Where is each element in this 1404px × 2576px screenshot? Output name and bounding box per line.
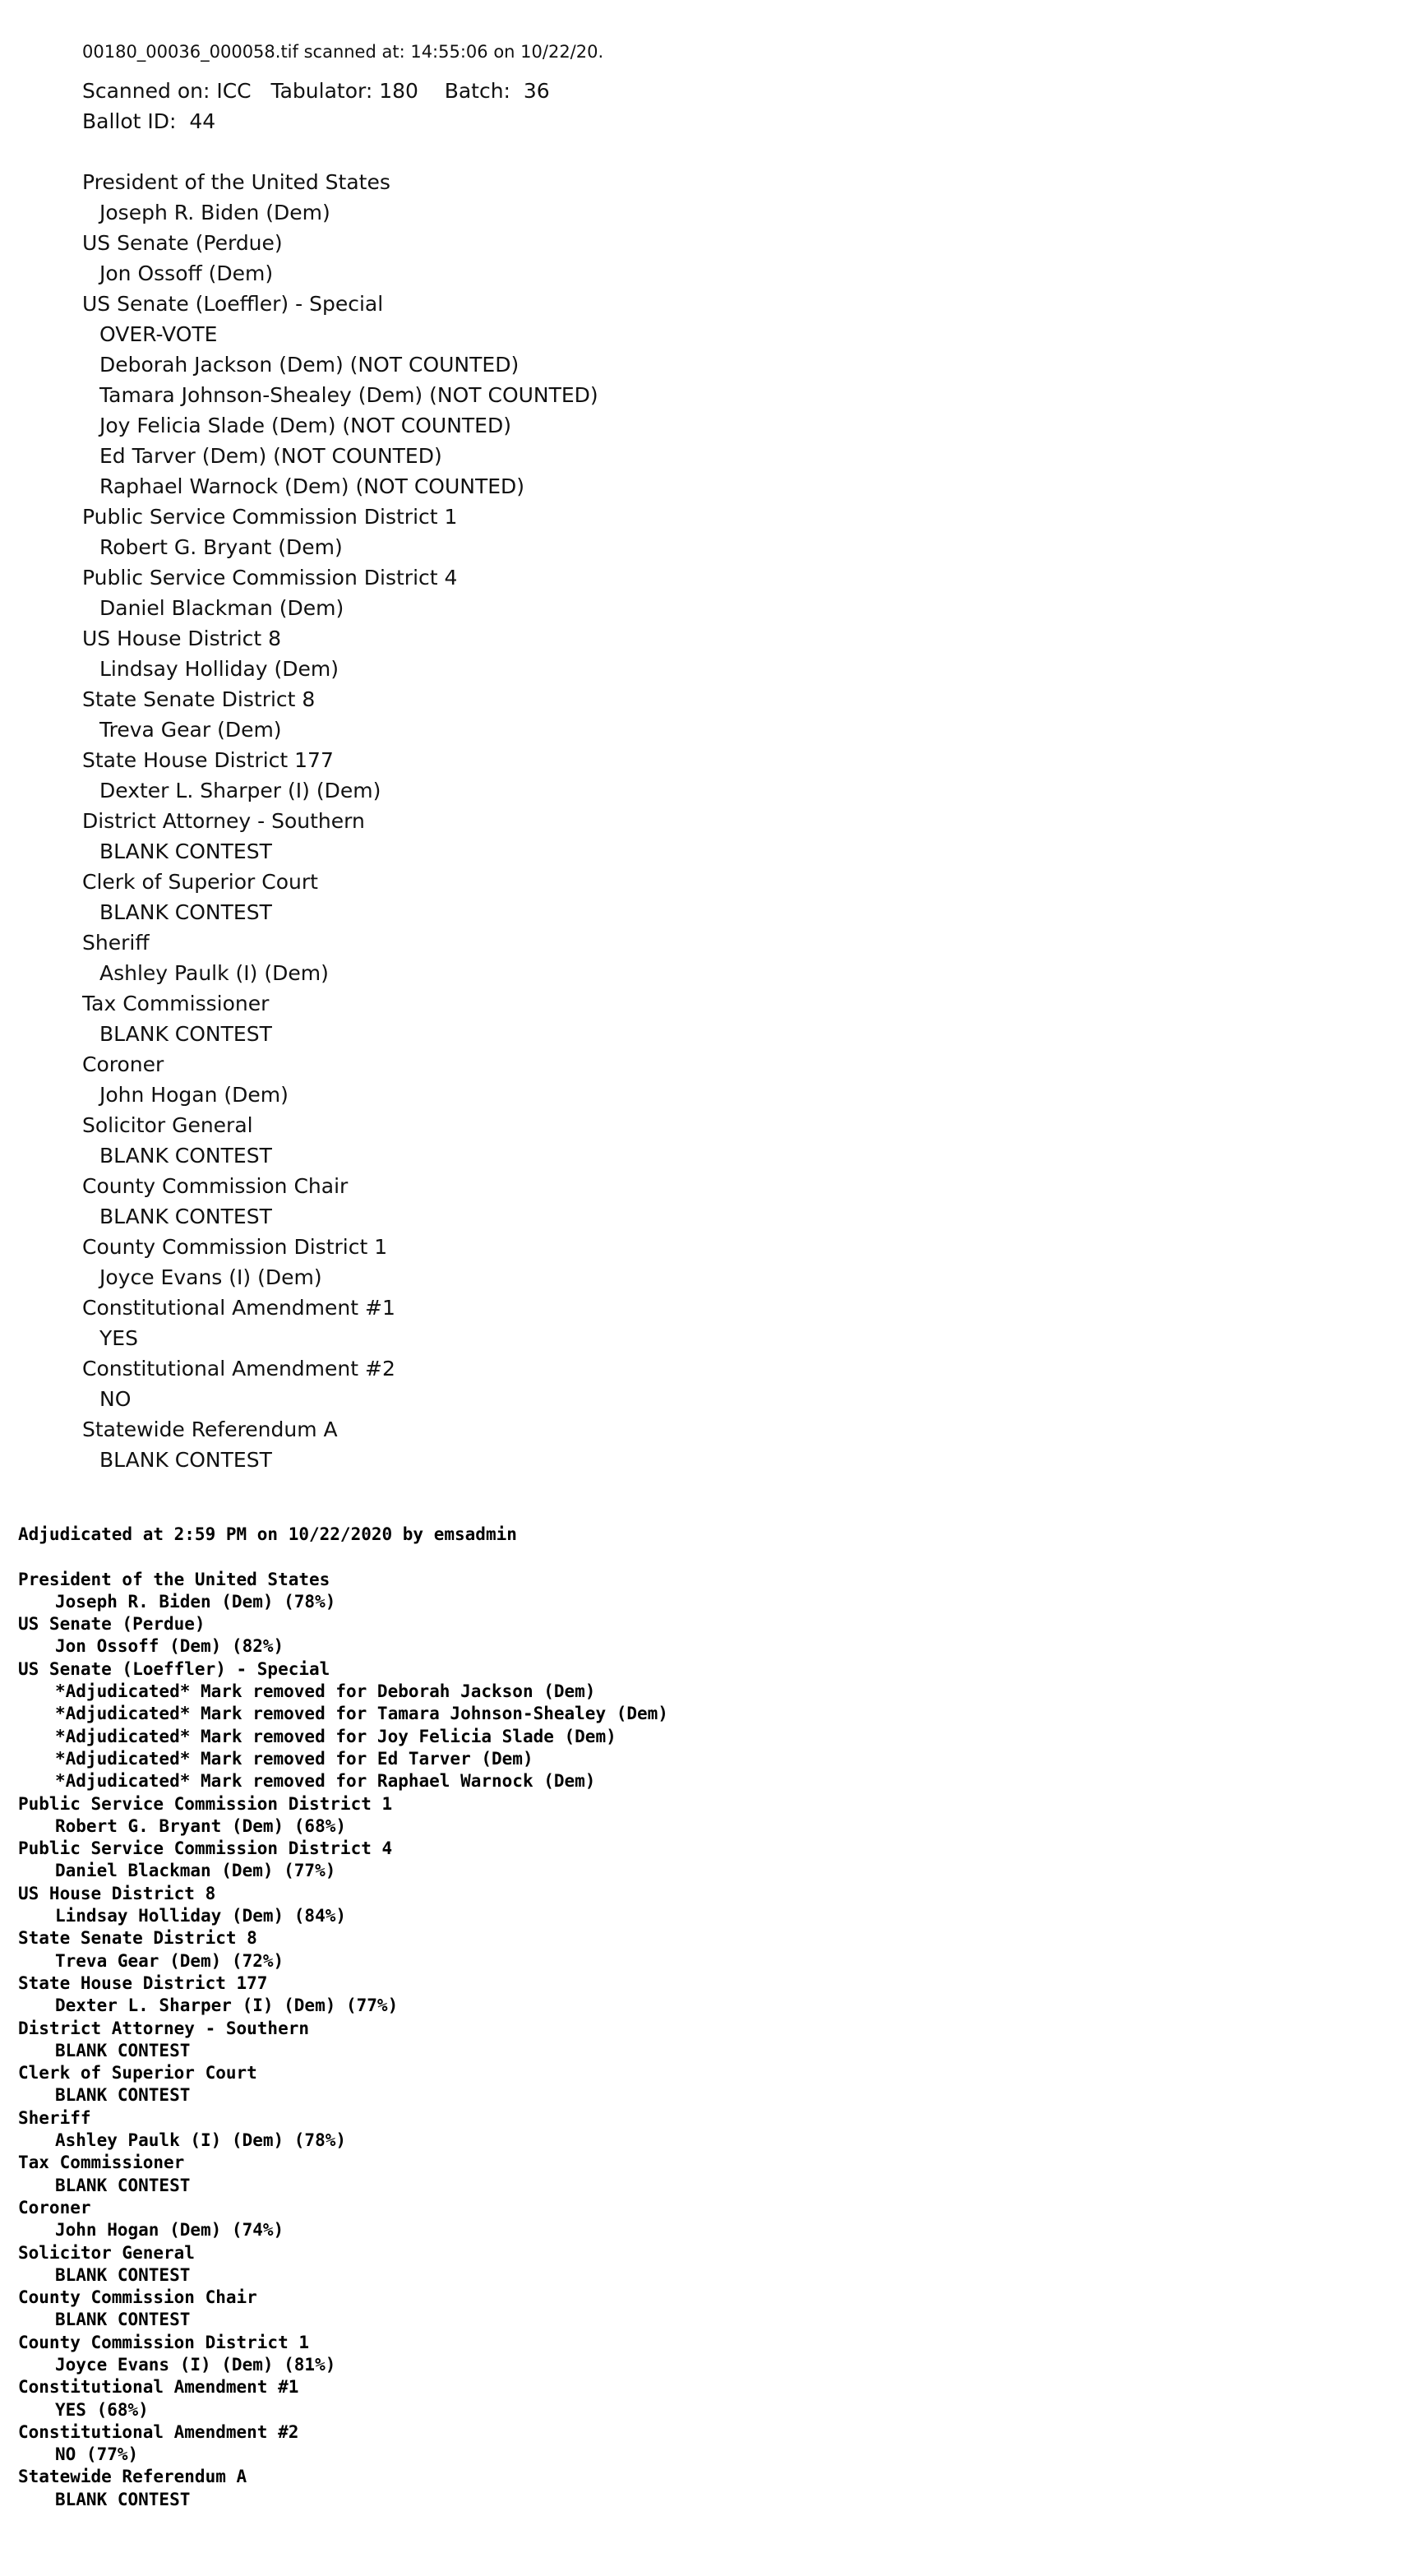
scan-contest-choice: Treva Gear (Dem) [99,718,282,742]
adjudication-contest-choice: Lindsay Holliday (Dem) (84%) [55,1906,347,1926]
scan-contest-title: State Senate District 8 [82,687,316,711]
adjudication-contest-choice: *Adjudicated* Mark removed for Tamara Johnson-Shealey (Dem) [55,1704,668,1724]
scan-contest-choice: Daniel Blackman (Dem) [99,596,344,620]
scan-contest-choice: NO [99,1387,132,1411]
scan-contest-title: County Commission District 1 [82,1235,388,1259]
adjudication-contest-choice: Dexter L. Sharper (I) (Dem) (77%) [55,1996,399,2016]
scanner-info: Scanned on: ICC Tabulator: 180 Batch: 36 [82,79,550,103]
scan-contest-title: President of the United States [82,170,390,194]
adjudication-contest-choice: BLANK CONTEST [55,2175,191,2195]
adjudication-contest-title: State Senate District 8 [18,1928,257,1949]
adjudication-record [18,1524,668,2511]
scan-contest-choice: John Hogan (Dem) [99,1083,289,1107]
adjudication-contest-title: Statewide Referendum A [18,2467,247,2487]
scan-contest-title: Constitutional Amendment #1 [82,1296,395,1320]
scan-contest-choice: Joseph R. Biden (Dem) [99,201,330,224]
adjudication-contest-title: County Commission District 1 [18,2332,310,2352]
adjudication-contest-title: Clerk of Superior Court [18,2063,257,2083]
adjudication-contest-list [18,1569,668,2511]
scan-contest-choice: Dexter L. Sharper (I) (Dem) [99,779,381,802]
scan-contest-list [82,167,603,1475]
adjudication-contest-title: US Senate (Perdue) [18,1614,206,1635]
scan-contest-choice: Ashley Paulk (I) (Dem) [99,961,329,985]
adjudication-contest-choice: John Hogan (Dem) (74%) [55,2220,284,2241]
adjudication-contest-title: Tax Commissioner [18,2153,185,2173]
scan-contest-title: Constitutional Amendment #2 [82,1357,395,1380]
adjudication-contest-title: US House District 8 [18,1883,216,1903]
scan-contest-choice: Lindsay Holliday (Dem) [99,657,339,681]
adjudication-contest-title: Public Service Commission District 1 [18,1793,393,1814]
ballot-id: Ballot ID: 44 [82,109,216,133]
scan-contest-choice: Joyce Evans (I) (Dem) [99,1265,322,1289]
spacer [18,1546,668,1568]
adjudication-contest-choice: Joseph R. Biden (Dem) (78%) [55,1591,336,1612]
adjudication-contest-choice: Daniel Blackman (Dem) (77%) [55,1861,336,1881]
scan-contest-title: US Senate (Perdue) [82,231,283,255]
adjudication-contest-choice: Treva Gear (Dem) (72%) [55,1950,284,1971]
scan-contest-title: Sheriff [82,931,150,955]
adjudication-contest-title: Constitutional Amendment #2 [18,2421,299,2442]
adjudication-contest-choice: *Adjudicated* Mark removed for Raphael Warnock (Dem) [55,1771,596,1792]
scan-contest-title: District Attorney - Southern [82,809,365,833]
scan-contest-choice: Tamara Johnson-Shealey (Dem) (NOT COUNTED) [99,383,598,407]
adjudication-contest-title: District Attorney - Southern [18,2018,310,2038]
adjudication-contest-title: President of the United States [18,1569,330,1589]
adjudication-contest-choice: BLANK CONTEST [55,2489,191,2509]
scan-contest-title: Statewide Referendum A [82,1417,338,1441]
scan-contest-title: US House District 8 [82,627,282,650]
scan-contest-choice: YES [99,1326,138,1350]
adjudication-contest-choice: BLANK CONTEST [55,2040,191,2060]
scan-contest-choice: OVER-VOTE [99,322,218,346]
adjudication-contest-choice: Robert G. Bryant (Dem) (68%) [55,1815,347,1836]
scan-contest-title: State House District 177 [82,748,334,772]
scan-contest-choice: BLANK CONTEST [99,1205,272,1228]
adjudication-contest-choice: YES (68%) [55,2399,149,2420]
spacer [82,136,603,167]
adjudication-contest-title: US Senate (Loeffler) - Special [18,1658,330,1679]
adjudication-contest-choice: Ashley Paulk (I) (Dem) (78%) [55,2130,347,2151]
adjudication-contest-title: Solicitor General [18,2242,195,2263]
scan-contest-choice: Deborah Jackson (Dem) (NOT COUNTED) [99,353,520,377]
scan-contest-title: US Senate (Loeffler) - Special [82,292,384,316]
adjudication-contest-choice: *Adjudicated* Mark removed for Joy Felicia Slade (Dem) [55,1726,617,1746]
scan-contest-title: Coroner [82,1052,164,1076]
scan-contest-choice: BLANK CONTEST [99,1144,272,1168]
adjudication-contest-title: Sheriff [18,2107,91,2128]
scan-contest-choice: BLANK CONTEST [99,900,272,924]
scan-contest-choice: BLANK CONTEST [99,839,272,863]
scan-contest-title: Public Service Commission District 1 [82,505,458,529]
scan-contest-choice: BLANK CONTEST [99,1022,272,1046]
scan-contest-title: Solicitor General [82,1113,253,1137]
scan-contest-choice: Raphael Warnock (Dem) (NOT COUNTED) [99,474,525,498]
adjudication-header: Adjudicated at 2:59 PM on 10/22/2020 by emsadmin [18,1524,517,1544]
scan-contest-choice: Ed Tarver (Dem) (NOT COUNTED) [99,444,442,468]
adjudication-contest-title: County Commission Chair [18,2287,257,2308]
adjudication-contest-title: Constitutional Amendment #1 [18,2377,299,2398]
adjudication-contest-choice: NO (77%) [55,2444,139,2465]
adjudication-contest-title: Public Service Commission District 4 [18,1838,393,1859]
adjudication-contest-choice: *Adjudicated* Mark removed for Ed Tarver (Dem) [55,1748,533,1769]
adjudication-contest-choice: Jon Ossoff (Dem) (82%) [55,1636,284,1657]
scan-contest-title: Tax Commissioner [82,992,270,1015]
adjudication-contest-choice: *Adjudicated* Mark removed for Deborah Jackson (Dem) [55,1681,596,1702]
scan-contest-choice: Robert G. Bryant (Dem) [99,535,343,559]
adjudication-contest-choice: BLANK CONTEST [55,2085,191,2106]
adjudication-contest-title: Coroner [18,2197,91,2218]
scan-contest-choice: BLANK CONTEST [99,1448,272,1472]
scan-contest-title: Clerk of Superior Court [82,870,318,894]
adjudication-contest-choice: Joyce Evans (I) (Dem) (81%) [55,2354,336,2375]
scan-contest-title: Public Service Commission District 4 [82,566,458,590]
adjudication-contest-choice: BLANK CONTEST [55,2264,191,2285]
scan-contest-choice: Jon Ossoff (Dem) [99,261,274,285]
scan-contest-title: County Commission Chair [82,1174,349,1198]
adjudication-contest-choice: BLANK CONTEST [55,2310,191,2330]
adjudication-contest-title: State House District 177 [18,1972,268,1993]
scan-record [82,36,603,1475]
scan-contest-choice: Joy Felicia Slade (Dem) (NOT COUNTED) [99,414,511,437]
scan-file-header: 00180_00036_000058.tif scanned at: 14:55:06 on 10/22/20. [82,42,604,62]
